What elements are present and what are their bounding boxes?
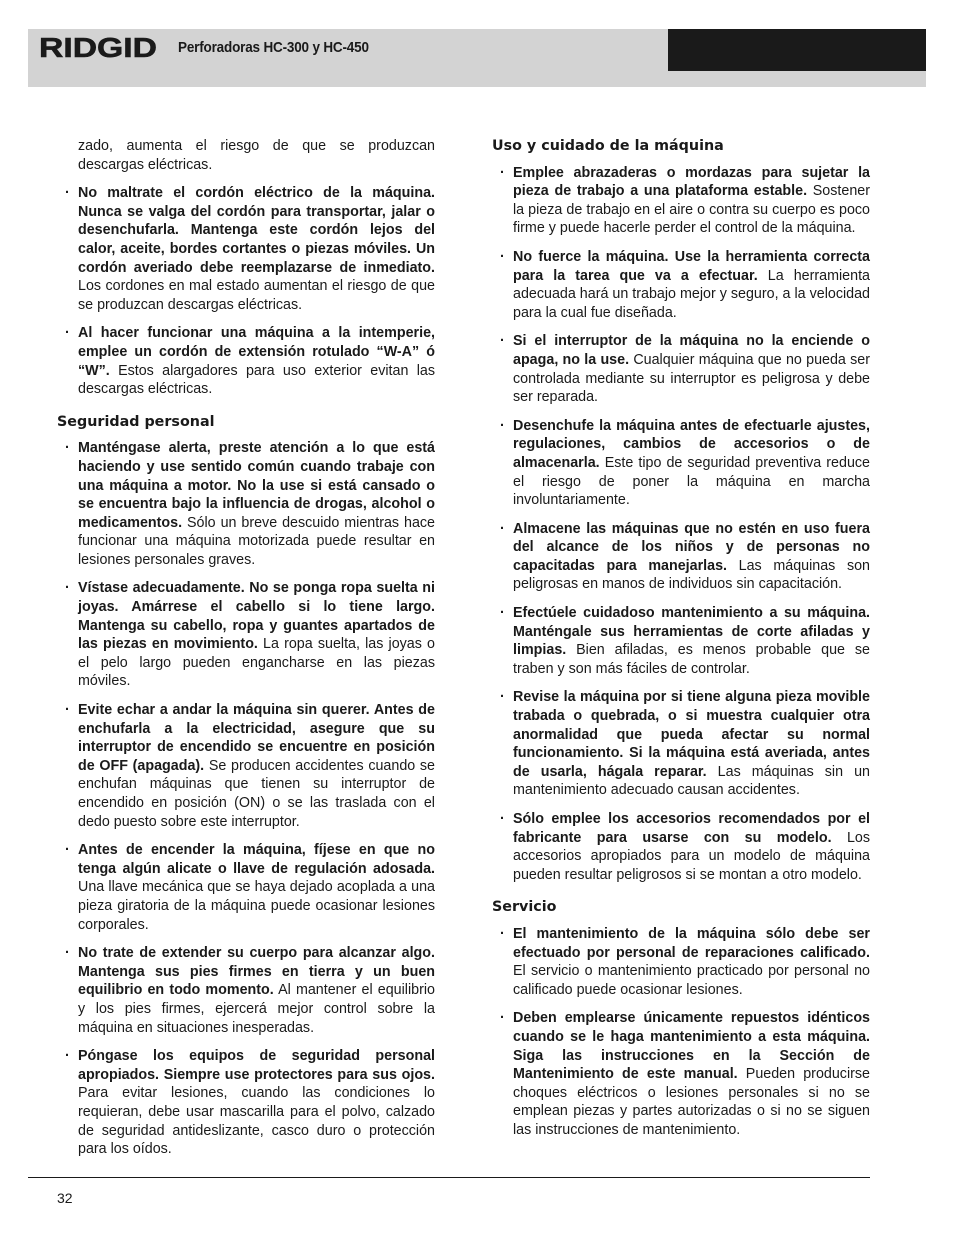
- item-text: Sostener la pieza de trabajo en el aire o contra su cuerpo es poco firme y puede hacerle perder el control de la máquina.: [513, 183, 870, 237]
- item-text: Este tipo de seguridad preventiva reduce el riesgo de poner la máquina en marcha involuntariamente.: [513, 454, 870, 509]
- list-item: [57, 184, 435, 314]
- item-text: Las máquinas son peligrosas en manos de individuos sin capacitación.: [513, 557, 871, 593]
- item-text: Cualquier máquina que no pueda ser controlada mediante su interruptor es peligrosa y debe ser reparada.: [513, 351, 870, 406]
- svg-text:RIDGID: RIDGID: [39, 32, 157, 63]
- right-column: [492, 137, 870, 1150]
- section-heading-service: Servicio: [492, 899, 557, 916]
- bullet-icon: ·: [500, 417, 505, 434]
- item-text: La herramienta adecuada hará un trabajo mejor y seguro, a la velocidad para la cual fue diseñada.: [513, 267, 870, 321]
- bullet-icon: ·: [65, 1048, 70, 1065]
- list-item: [492, 520, 870, 594]
- item-text: La ropa suelta, las joyas o el pelo largo pueden engancharse en las piezas móviles.: [78, 636, 436, 690]
- item-bold-text: Emplee abrazaderas o mordazas para sujetar la pieza de trabajo a una plataforma estable.: [513, 164, 870, 200]
- list-item: [492, 248, 870, 322]
- list-item: [492, 332, 870, 406]
- list-item: [57, 579, 435, 691]
- footer-divider: [28, 1177, 870, 1178]
- item-text: Estos alargadores para uso exterior evitan las descargas eléctricas.: [78, 362, 435, 398]
- list-item: [57, 1047, 435, 1159]
- item-bold-text: Almacene las máquinas que no estén en uso fuera del alcance de los niños y de personas no capacitadas para manejarlas.: [513, 520, 870, 574]
- bullet-icon: ·: [500, 689, 505, 706]
- item-text: Una llave mecánica que se haya dejado acoplada a una pieza giratoria de la máquina puede ocasionar lesiones corporales.: [78, 879, 435, 933]
- section-heading-personal-safety: Seguridad personal: [57, 413, 215, 430]
- bullet-icon: ·: [500, 605, 505, 622]
- item-text: Se producen accidentes cuando se enchufan máquinas que tienen su interruptor de encendido en posición (ON) o se las traslada con el dedo puesto sobre este interruptor.: [78, 757, 435, 830]
- header-black-block: [668, 29, 926, 71]
- document-title: Perforadoras HC-300 y HC-450: [178, 39, 369, 56]
- intro-paragraph: zado, aumenta el riesgo de que se produzcan descargas eléctricas.: [78, 138, 435, 173]
- list-item: [492, 810, 870, 884]
- list-item: [57, 841, 435, 934]
- item-text: Los accesorios apropiados para un modelo de máquina pueden resultar peligrosos si se montan a otro modelo.: [513, 829, 870, 883]
- section-heading-machine-care: Uso y cuidado de la máquina: [492, 138, 724, 154]
- bullet-icon: ·: [65, 842, 70, 859]
- list-item: [492, 925, 870, 999]
- ridgid-logo: [38, 27, 160, 69]
- header-underband: [28, 71, 926, 87]
- list-item: [57, 324, 435, 398]
- bullet-icon: ·: [500, 1010, 505, 1027]
- item-bold-text: Vístase adecuadamente. No se ponga ropa suelta ni joyas. Amárrese el cabello si lo tiene largo. Mantenga su cabello, ropa y guantes apartados de las piezas en movimiento.: [78, 580, 435, 653]
- item-bold-text: El mantenimiento de la máquina sólo debe ser efectuado por personal de reparaciones calificado.: [513, 925, 870, 961]
- item-bold-text: Póngase los equipos de seguridad personal apropiados. Siempre use protectores para sus ojos.: [78, 1048, 435, 1083]
- bullet-icon: ·: [65, 945, 70, 962]
- item-text: Para evitar lesiones, cuando las condiciones lo requieran, debe usar mascarilla para el polvo, calzado de seguridad antideslizante, casco duro o protección para los oídos.: [78, 1085, 435, 1158]
- bullet-icon: ·: [65, 580, 70, 597]
- service-list: [492, 925, 870, 1140]
- left-column: [57, 137, 435, 1169]
- item-text: El servicio o mantenimiento practicado por personal no calificado puede ocasionar lesiones.: [513, 963, 870, 998]
- electric-safety-list: [57, 184, 435, 399]
- item-bold-text: Deben emplearse únicamente repuestos idénticos cuando se le haga mantenimiento a esta máquina. Siga las instrucciones en la Sección de Mantenimiento de este manual.: [513, 1010, 870, 1083]
- bullet-icon: ·: [500, 811, 505, 827]
- bullet-icon: ·: [500, 248, 505, 265]
- bullet-icon: ·: [500, 925, 505, 942]
- list-item: [57, 439, 435, 569]
- item-bold-text: Manténgase alerta, preste atención a lo que está haciendo y use sentido común cuando trabaje con una máquina a motor. No la use si está cansado o se encuentra bajo la influencia de drogas, alcohol o medicamentos.: [78, 440, 435, 531]
- bullet-icon: ·: [65, 325, 70, 342]
- item-bold-text: Desenchufe la máquina antes de efectuarle ajustes, regulaciones, cambios de accesorios o de almacenarla.: [513, 417, 870, 471]
- item-bold-text: No trate de extender su cuerpo para alcanzar algo. Mantenga sus pies firmes en tierra y un buen equilibrio en todo momento.: [78, 945, 435, 999]
- item-bold-text: Revise la máquina por si tiene alguna pieza movible trabada o quebrada, o si muestra cualquier otra anormalidad que pueda afectar su normal funcionamiento. Si la máquina está averiada, antes de usarla, hágala reparar.: [513, 689, 870, 780]
- bullet-icon: ·: [500, 520, 505, 537]
- item-bold-text: Al hacer funcionar una máquina a la intemperie, emplee un cordón de extensión rotulado “W-A” ó “W”.: [78, 325, 435, 379]
- bullet-icon: ·: [65, 185, 70, 202]
- item-bold-text: Si el interruptor de la máquina no la enciende o apaga, no la use.: [513, 333, 870, 368]
- item-text: Las máquinas sin un mantenimiento adecuado causan accidentes.: [513, 763, 870, 799]
- item-bold-text: Evite echar a andar la máquina sin querer. Antes de enchufarla a la electricidad, asegure que su interruptor de encendido se encuentre en posición de OFF (apagada).: [78, 702, 435, 774]
- item-text: Los cordones en mal estado aumentan el riesgo de que se produzcan descargas eléctricas.: [78, 278, 435, 313]
- list-item: [492, 1009, 870, 1139]
- page-number: 32: [57, 1190, 73, 1206]
- item-bold-text: Efectúele cuidadoso mantenimiento a su máquina. Manténgale sus herramientas de corte afiladas y limpias.: [513, 605, 870, 659]
- personal-safety-list: [57, 439, 435, 1158]
- list-item: [492, 688, 870, 800]
- bullet-icon: ·: [500, 164, 505, 181]
- bullet-icon: ·: [65, 702, 70, 719]
- item-bold-text: Antes de encender la máquina, fíjese en que no tenga algún alicate o llave de regulación adosada.: [78, 842, 435, 877]
- list-item: [492, 164, 870, 238]
- item-text: Sólo un breve descuido mientras hace funcionar una máquina motorizada puede resultar en lesiones personales graves.: [78, 514, 435, 568]
- bullet-icon: ·: [500, 333, 505, 350]
- item-bold-text: Sólo emplee los accesorios recomendados por el fabricante para usarse con su modelo.: [513, 811, 870, 846]
- machine-care-list: [492, 164, 870, 885]
- list-item: [492, 417, 870, 510]
- bullet-icon: ·: [65, 440, 70, 457]
- item-bold-text: No maltrate el cordón eléctrico de la máquina. Nunca se valga del cordón para transportar, jalar o desenchufarla. Mantenga este cordón lejos del calor, aceite, bordes cortantes o piezas móviles. Un cordón averiado debe reemplazarse de inmediato.: [78, 185, 435, 276]
- list-item: [57, 701, 435, 831]
- item-text: Bien afiladas, es menos probable que se traben y son más fáciles de controlar.: [513, 642, 870, 677]
- item-text: Pueden producirse choques eléctricos o lesiones personales si no se emplean piezas y partes autorizadas o si no se siguen las instrucciones de mantenimiento.: [513, 1066, 870, 1138]
- item-bold-text: No fuerce la máquina. Use la herramienta correcta para la tarea que va a efectuar.: [513, 248, 870, 284]
- list-item: [492, 604, 870, 678]
- list-item: [57, 944, 435, 1037]
- item-text: Al mantener el equilibrio y los pies firmes, ejercerá mejor control sobre la máquina en situaciones inesperadas.: [78, 982, 435, 1036]
